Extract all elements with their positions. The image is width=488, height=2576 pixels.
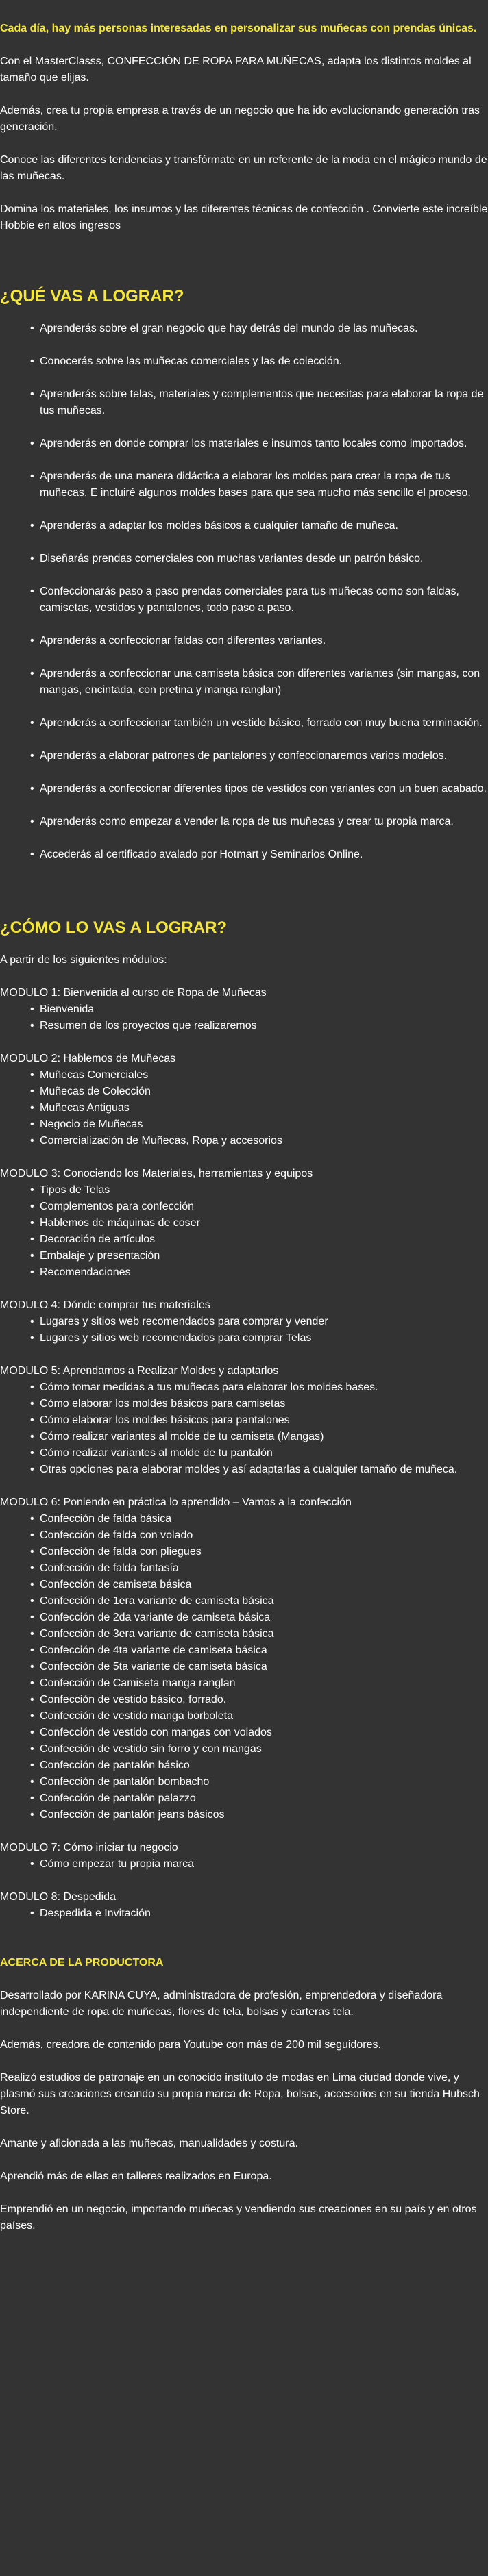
- module-topic: • Embalaje y presentación: [30, 1248, 488, 1264]
- module-title: MODULO 4: Dónde comprar tus materiales: [0, 1299, 210, 1311]
- logros-list: [0, 321, 488, 863]
- module-topic: • Confección de vestido manga borboleta: [30, 1708, 488, 1725]
- logro-item: • Aprenderás a adaptar los moldes básicos a cualquier tamaño de muñeca.: [30, 518, 488, 534]
- intro-paragraph: Con el MasterClasss, CONFECCIÓN DE ROPA PARA MUÑECAS, adapta los distintos moldes al tamaño que elijas.: [0, 55, 472, 84]
- module-topic: • Bienvenida: [30, 1001, 488, 1018]
- module-topic: • Confección de 4ta variante de camiseta básica: [30, 1642, 488, 1659]
- author-section: [0, 1988, 488, 2234]
- module-topic: • Muñecas Antiguas: [30, 1100, 488, 1116]
- module-topic: • Recomendaciones: [30, 1264, 488, 1281]
- section-title-como: ¿CÓMO LO VAS A LOGRAR?: [0, 918, 228, 937]
- logro-item: • Accederás al certificado avalado por Hotmart y Seminarios Online.: [30, 847, 488, 863]
- logro-item: • Aprenderás a confeccionar una camiseta básica con diferentes variantes (sin mangas, con mangas, encintada, con pretina y manga ranglan): [30, 666, 488, 699]
- module-topic: • Confección de camiseta básica: [30, 1577, 488, 1593]
- module-title: MODULO 1: Bienvenida al curso de Ropa de Muñecas: [0, 987, 267, 999]
- module-topic: • Lugares y sitios web recomendados para comprar Telas: [30, 1330, 488, 1347]
- module-topic: • Despedida e Invitación: [30, 1905, 488, 1922]
- module-topic: • Negocio de Muñecas: [30, 1116, 488, 1133]
- intro-lead: Cada día, hay más personas interesadas en personalizar sus muñecas con prendas únicas.: [0, 23, 477, 34]
- logro-item: • Aprenderás a confeccionar diferentes tipos de vestidos con variantes con un buen acabado.: [30, 781, 488, 797]
- logro-item: • Aprenderás a confeccionar faldas con diferentes variantes.: [30, 633, 488, 649]
- module-topic: • Cómo realizar variantes al molde de tu camiseta (Mangas): [30, 1429, 488, 1445]
- module-title: MODULO 7: Cómo iniciar tu negocio: [0, 1842, 178, 1853]
- author-paragraph: Además, creadora de contenido para Youtube con más de 200 mil seguidores.: [0, 2039, 381, 2051]
- section-title-autora: ACERCA DE LA PRODUCTORA: [0, 1957, 164, 1968]
- module-topic: • Muñecas de Colección: [30, 1084, 488, 1100]
- logro-item: • Confeccionarás paso a paso prendas comerciales para tus muñecas como son faldas, camisetas, vestidos y pantalones, todo paso a paso.: [30, 584, 488, 616]
- module-topics: [0, 1067, 488, 1149]
- module-topics: [0, 1001, 488, 1034]
- logro-item: • Conocerás sobre las muñecas comerciales y las de colección.: [30, 353, 488, 370]
- module-topic: • Comercialización de Muñecas, Ropa y accesorios: [30, 1133, 488, 1149]
- author-paragraph: Aprendió más de ellas en talleres realizados en Europa.: [0, 2171, 272, 2182]
- module-topic: • Tipos de Telas: [30, 1182, 488, 1199]
- module-topic: • Confección de falda fantasía: [30, 1560, 488, 1577]
- module-topic: • Confección de vestido sin forro y con mangas: [30, 1741, 488, 1758]
- logro-item: • Aprenderás en donde comprar los materiales e insumos tanto locales como importados.: [30, 436, 488, 452]
- module-topics: [0, 1182, 488, 1281]
- module-topic: • Confección de Camiseta manga ranglan: [30, 1675, 488, 1692]
- module-topic: • Confección de pantalón jeans básicos: [30, 1807, 488, 1823]
- module-topic: • Cómo elaborar los moldes básicos para camisetas: [30, 1396, 488, 1412]
- logro-item: • Aprenderás a elaborar patrones de pantalones y confeccionaremos varios modelos.: [30, 748, 488, 764]
- logro-item: • Aprenderás como empezar a vender la ropa de tus muñecas y crear tu propia marca.: [30, 814, 488, 830]
- module-topic: • Decoración de artículos: [30, 1231, 488, 1248]
- module-title: MODULO 6: Poniendo en práctica lo aprendido – Vamos a la confección: [0, 1497, 352, 1508]
- module-topic: • Complementos para confección: [30, 1199, 488, 1215]
- module-topics: [0, 1314, 488, 1347]
- module-topic: • Otras opciones para elaborar moldes y así adaptarlas a cualquier tamaño de muñeca.: [30, 1462, 488, 1478]
- module-title: MODULO 2: Hablemos de Muñecas: [0, 1053, 176, 1064]
- modules-list: [0, 985, 488, 1938]
- module-topic: • Cómo elaborar los moldes básicos para pantalones: [30, 1412, 488, 1429]
- logro-item: • Diseñarás prendas comerciales con muchas variantes desde un patrón básico.: [30, 551, 488, 567]
- module-topic: • Confección de 5ta variante de camiseta básica: [30, 1659, 488, 1675]
- module-topic: • Confección de falda con volado: [30, 1527, 488, 1544]
- module-topics: [0, 1379, 488, 1478]
- author-paragraph: Desarrollado por KARINA CUYA, administradora de profesión, emprendedora y diseñadora independiente de ropa de muñecas, flores de tela, bolsas y carteras tela.: [0, 1990, 443, 2018]
- intro-paragraph: Además, crea tu propia empresa a través de un negocio que ha ido evolucionando generación tras generación.: [0, 105, 480, 133]
- module-topic: • Hablemos de máquinas de coser: [30, 1215, 488, 1231]
- module-title: MODULO 3: Conociendo los Materiales, herramientas y equipos: [0, 1168, 313, 1179]
- module-topic: • Muñecas Comerciales: [30, 1067, 488, 1084]
- intro-paragraph: Conoce las diferentes tendencias y transfórmate en un referente de la moda en el mágico mundo de las muñecas.: [0, 154, 487, 182]
- module-topic: • Confección de 2da variante de camiseta básica: [30, 1610, 488, 1626]
- module-topic: • Cómo empezar tu propia marca: [30, 1856, 488, 1873]
- module-topics: [0, 1856, 488, 1873]
- module-topic: • Confección de 3era variante de camiseta básica: [30, 1626, 488, 1642]
- module-topic: • Resumen de los proyectos que realizaremos: [30, 1018, 488, 1034]
- module-topic: • Confección de pantalón bombacho: [30, 1774, 488, 1790]
- module-topics: [0, 1905, 488, 1922]
- section-title-logros: ¿QUÉ VAS A LOGRAR?: [0, 287, 184, 305]
- module-topic: • Confección de 1era variante de camiseta básica: [30, 1593, 488, 1610]
- modules-intro: A partir de los siguientes módulos:: [0, 954, 167, 966]
- module-topic: • Confección de pantalón básico: [30, 1758, 488, 1774]
- author-paragraph: Emprendió en un negocio, importando muñecas y vendiendo sus creaciones en su país y en otros países.: [0, 2203, 477, 2231]
- module-topic: • Confección de falda básica: [30, 1511, 488, 1527]
- module-topic: • Confección de vestido con mangas con volados: [30, 1725, 488, 1741]
- module-topic: • Confección de falda con pliegues: [30, 1544, 488, 1560]
- module-topic: • Cómo realizar variantes al molde de tu pantalón: [30, 1445, 488, 1462]
- author-paragraph: Amante y aficionada a las muñecas, manualidades y costura.: [0, 2138, 298, 2149]
- module-title: MODULO 5: Aprendamos a Realizar Moldes y adaptarlos: [0, 1365, 279, 1377]
- intro-paragraph: Domina los materiales, los insumos y las diferentes técnicas de confección . Convierte este increíble Hobbie en altos ingresos: [0, 203, 488, 232]
- module-topic: • Confección de vestido básico, forrado.: [30, 1692, 488, 1708]
- module-topics: [0, 1511, 488, 1823]
- logro-item: • Aprenderás sobre telas, materiales y complementos que necesitas para elaborar la ropa de tus muñecas.: [30, 386, 488, 419]
- module-topic: • Lugares y sitios web recomendados para comprar y vender: [30, 1314, 488, 1330]
- module-topic: • Confección de pantalón palazzo: [30, 1790, 488, 1807]
- logro-item: • Aprenderás sobre el gran negocio que hay detrás del mundo de las muñecas.: [30, 321, 488, 337]
- logro-item: • Aprenderás de una manera didáctica a elaborar los moldes para crear la ropa de tus muñecas. E incluiré algunos moldes bases para que sea mucho más sencillo el proceso.: [30, 468, 488, 501]
- module-title: MODULO 8: Despedida: [0, 1891, 116, 1903]
- module-topic: • Cómo tomar medidas a tus muñecas para elaborar los moldes bases.: [30, 1379, 488, 1396]
- author-paragraph: Realizó estudios de patronaje en un conocido instituto de modas en Lima ciudad donde vive, y plasmó sus creaciones creando su propia marca de Ropa, bolsas, accesorios en su tienda Hubsch Store.: [0, 2072, 480, 2116]
- logro-item: • Aprenderás a confeccionar también un vestido básico, forrado con muy buena terminación.: [30, 715, 488, 731]
